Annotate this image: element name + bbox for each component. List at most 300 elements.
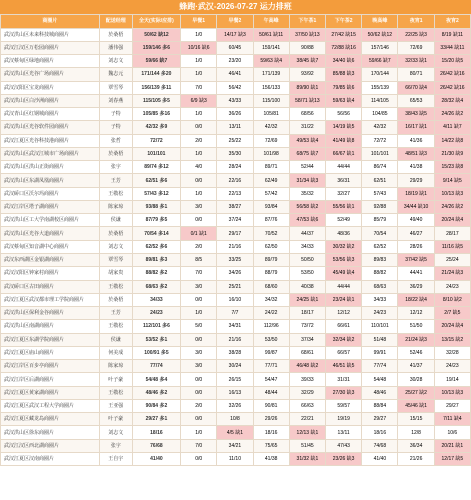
area-name-cell: 武汉蔡甸区知音湖中心商圈片 [1, 240, 100, 253]
table-row[interactable] [1, 187, 471, 200]
shift-cell: 4/11 缺7 [434, 121, 470, 134]
shift-cell: 38/43 缺5 [398, 108, 434, 121]
shift-cell: 33/44 缺11 [434, 41, 470, 54]
shift-cell: 13/15 缺2 [434, 333, 470, 346]
shift-cell: 19/14 [434, 373, 470, 386]
shift-cell: 2/7 缺5 [434, 307, 470, 320]
manager-cell: 王敬松 [99, 386, 132, 399]
shift-cell: 74/68 [362, 439, 398, 452]
table-row[interactable] [1, 134, 471, 147]
table-row[interactable] [1, 254, 471, 267]
area-name-cell: 武汉洪山区洪山正街商圈片 [1, 161, 100, 174]
shift-cell: 46/51 缺5 [326, 360, 362, 373]
shift-cell: 24/22 [253, 307, 289, 320]
total-cell: 93/88 多1 [132, 200, 180, 213]
shift-cell: 57/42 [253, 187, 289, 200]
total-cell: 156/139 多11 [132, 81, 180, 94]
table-row[interactable] [1, 386, 471, 399]
shift-cell: 68/61 [289, 346, 325, 359]
shift-cell: 86/74 [362, 161, 398, 174]
shift-cell: 0/0 [181, 214, 217, 227]
shift-cell: 68/60 [253, 280, 289, 293]
total-cell: 72/72 [132, 134, 180, 147]
shift-cell: 36/34 [398, 439, 434, 452]
table-row[interactable] [1, 214, 471, 227]
shift-cell: 1/0 [181, 426, 217, 439]
table-row[interactable] [1, 280, 471, 293]
shift-cell: 3/0 [181, 200, 217, 213]
shift-cell: 159/141 [253, 41, 289, 54]
shift-cell: 56/56 [326, 108, 362, 121]
area-name-cell: 武汉硚口区沃尔玛商圈片 [1, 187, 100, 200]
shift-cell: 105/81 [253, 108, 289, 121]
shift-cell: 34/44 缺10 [398, 200, 434, 213]
shift-cell: 32/29 [289, 386, 325, 399]
total-cell: 68/63 多2 [132, 280, 180, 293]
shift-cell: 87/76 [253, 214, 289, 227]
manager-cell: 王自宇 [99, 453, 132, 466]
manager-cell: 王敬松 [99, 280, 132, 293]
shift-cell: 89/71 [253, 161, 289, 174]
table-row[interactable] [1, 293, 471, 306]
shift-cell: 16/10 [217, 293, 253, 306]
table-body [1, 28, 471, 466]
table-row[interactable] [1, 307, 471, 320]
area-name-cell: 武汉汉阳区钟家村商圈片 [1, 267, 100, 280]
shift-cell: 21/26 [398, 453, 434, 466]
column-header-manager[interactable]: 配送经理 [99, 15, 132, 29]
shift-cell: 18/16 [362, 426, 398, 439]
area-name-cell: 武汉洪山区武汉江城市广场商圈片 [1, 147, 100, 160]
total-cell: 62/51 多6 [132, 174, 180, 187]
shift-cell: 7/11 缺4 [434, 413, 470, 426]
area-name-cell: 武汉江汉区万松园商圈片 [1, 41, 100, 54]
shift-cell: 19/19 [326, 413, 362, 426]
table-row[interactable] [1, 439, 471, 452]
shift-cell: 29/29 [398, 174, 434, 187]
shift-cell: 18/22 缺4 [398, 293, 434, 306]
table-row[interactable] [1, 174, 471, 187]
table-row[interactable] [1, 360, 471, 373]
shift-cell: 31/22 [289, 121, 325, 134]
shift-cell: 59/63 缺4 [253, 55, 289, 68]
shift-cell: 23/24 缺1 [326, 293, 362, 306]
shift-cell: 37/50 缺13 [289, 28, 325, 41]
total-cell: 48/46 多2 [132, 386, 180, 399]
shift-cell: 7/0 [181, 81, 217, 94]
shift-cell: 12/12 [398, 307, 434, 320]
shift-cell: 1/0 [181, 28, 217, 41]
shift-cell: 12/12 [326, 307, 362, 320]
shift-cell: 21/16 [217, 333, 253, 346]
shift-cell: 101/101 [362, 147, 398, 160]
manager-cell: 张宇 [99, 161, 132, 174]
total-cell: 42/32 多9 [132, 121, 180, 134]
shift-cell: 44/41 [398, 267, 434, 280]
manager-cell: 陈家琼 [99, 200, 132, 213]
table-row[interactable] [1, 426, 471, 439]
shift-cell: 46/48 缺2 [289, 360, 325, 373]
total-cell: 41/40 [132, 453, 180, 466]
shift-cell: 68/75 缺7 [289, 147, 325, 160]
shift-cell: 92/88 [362, 200, 398, 213]
shift-cell: 41/49 缺8 [326, 134, 362, 147]
table-row[interactable] [1, 147, 471, 160]
area-name-cell: 武汉洪山区徐东商圈片 [1, 426, 100, 439]
area-name-cell: 武汉江夏区黄家湖商圈片 [1, 386, 100, 399]
manager-cell: 子特 [99, 108, 132, 121]
shift-cell: 44/44 [326, 280, 362, 293]
manager-cell: 刘志文 [99, 426, 132, 439]
shift-cell: 30/28 [398, 373, 434, 386]
shift-cell: 21/16 [217, 240, 253, 253]
column-header-area[interactable]: 商圈片 [1, 15, 100, 29]
manager-cell: 於桑梧 [99, 293, 132, 306]
shift-cell: 7/0 [181, 439, 217, 452]
area-name-cell: 武汉洪山区工大学南湖校区商圈片 [1, 214, 100, 227]
total-cell: 171/144 多20 [132, 68, 180, 81]
shift-cell: 54/47 [253, 373, 289, 386]
shift-cell: 22/25 缺3 [398, 28, 434, 41]
area-name-cell: 武汉江夏区武汉都市理工学院商圈片 [1, 293, 100, 306]
shift-cell: 6/9 缺3 [181, 94, 217, 107]
shift-cell: 93/84 [253, 200, 289, 213]
shift-cell: 79/85 缺6 [326, 81, 362, 94]
total-cell: 87/79 多5 [132, 214, 180, 227]
shift-cell: 51/50 [398, 320, 434, 333]
shift-cell: 89/90 缺1 [289, 81, 325, 94]
shift-cell: 90/81 [253, 399, 289, 412]
column-header-total[interactable]: 全天(实际/应排) [132, 15, 180, 29]
shift-cell: 33/25 [217, 254, 253, 267]
shift-cell: 156/133 [253, 81, 289, 94]
shift-cell: 104/85 [362, 108, 398, 121]
shift-cell: 66/70 缺4 [398, 81, 434, 94]
total-cell: 24/23 [132, 307, 180, 320]
total-cell: 62/52 多6 [132, 240, 180, 253]
table-row[interactable] [1, 94, 471, 107]
shift-cell: 1/0 [181, 147, 217, 160]
shift-cell: 42/32 [253, 121, 289, 134]
manager-cell: 侯谦 [99, 214, 132, 227]
shift-cell: 4/5 缺1 [217, 426, 253, 439]
table-row[interactable] [1, 346, 471, 359]
shift-cell: 0/0 [181, 333, 217, 346]
shift-cell: 29/27 [362, 413, 398, 426]
area-name-cell: 武汉江夏区东湖学院商圈片 [1, 333, 100, 346]
shift-cell: 77/74 [362, 360, 398, 373]
table-row[interactable] [1, 68, 471, 81]
shift-cell: 25/22 [217, 134, 253, 147]
shift-cell: 0/0 [181, 386, 217, 399]
total-cell: 89/74 多12 [132, 161, 180, 174]
shift-cell: 48/46 [362, 386, 398, 399]
table-row[interactable] [1, 399, 471, 412]
shift-cell: 93/92 [289, 68, 325, 81]
shift-cell: 170/144 [362, 68, 398, 81]
shift-cell: 41/40 [362, 453, 398, 466]
shift-cell: 32/26 [217, 399, 253, 412]
shift-cell: 48/51 缺3 [398, 147, 434, 160]
shift-cell: 37/42 缺5 [398, 254, 434, 267]
total-cell: 53/52 多1 [132, 333, 180, 346]
shift-cell: 44/37 [289, 227, 325, 240]
shift-cell: 35/30 [217, 147, 253, 160]
manager-cell: 何美成 [99, 346, 132, 359]
shift-cell: 1/0 [181, 187, 217, 200]
shift-cell: 29/27 [434, 399, 470, 412]
shift-cell: 28/24 [217, 161, 253, 174]
shift-cell: 72/69 [253, 134, 289, 147]
manager-cell: 於桑梧 [99, 227, 132, 240]
shift-cell: 20/24 缺4 [434, 320, 470, 333]
shift-cell: 10/8 [217, 413, 253, 426]
shift-cell: 1/0 [181, 108, 217, 121]
shift-cell: 7/7 [217, 307, 253, 320]
column-header-afternoon-tea-1[interactable]: 下午茶1 [289, 15, 325, 29]
shift-cell: 27/42 缺15 [326, 28, 362, 41]
shift-cell: 31/31 [326, 373, 362, 386]
shift-cell: 49/40 [398, 214, 434, 227]
shift-cell: 14/19 缺5 [326, 121, 362, 134]
shift-cell: 80/71 [398, 68, 434, 81]
table-row[interactable] [1, 41, 471, 54]
shift-cell: 28/17 [434, 227, 470, 240]
shift-cell: 115/100 [253, 94, 289, 107]
table-row[interactable] [1, 320, 471, 333]
shift-cell: 16/13 [217, 386, 253, 399]
shift-cell: 0/0 [181, 121, 217, 134]
shift-cell: 65/53 [398, 94, 434, 107]
table-row[interactable] [1, 453, 471, 466]
shift-cell: 25/27 缺2 [398, 386, 434, 399]
column-header-night-snack-1[interactable]: 夜宵1 [398, 15, 434, 29]
shift-cell: 75/65 [253, 439, 289, 452]
column-header-afternoon-tea-2[interactable]: 下午茶2 [326, 15, 362, 29]
column-header-breakfast-2[interactable]: 早餐2 [217, 15, 253, 29]
shift-cell: 72/69 [398, 41, 434, 54]
total-cell: 100/91 多5 [132, 346, 180, 359]
shift-cell: 34/33 [289, 240, 325, 253]
total-cell: 70/54 多14 [132, 227, 180, 240]
manager-cell: 陈家琼 [99, 360, 132, 373]
total-cell: 76/68 [132, 439, 180, 452]
shift-cell: 11/10 [217, 453, 253, 466]
shift-cell: 59/63 缺4 [326, 94, 362, 107]
column-header-lunch-peak[interactable]: 午高峰 [253, 15, 289, 29]
shift-cell: 23/20 [217, 55, 253, 68]
shift-cell: 10/16 缺6 [181, 41, 217, 54]
shift-cell: 49/53 缺4 [289, 134, 325, 147]
shift-cell: 54/48 [362, 373, 398, 386]
shift-cell: 15/15 [398, 413, 434, 426]
shift-cell: 32/33 缺1 [398, 55, 434, 68]
shift-cell: 30/32 缺2 [326, 240, 362, 253]
shift-cell: 24/26 缺2 [434, 108, 470, 121]
shift-cell: 56/42 [217, 81, 253, 94]
manager-cell: 王亚强 [99, 399, 132, 412]
manager-cell: 刘志文 [99, 55, 132, 68]
manager-cell: 魏志元 [99, 68, 132, 81]
shift-cell: 31/32 缺1 [289, 453, 325, 466]
shift-cell: 155/139 [362, 81, 398, 94]
shift-cell: 32/27 [326, 187, 362, 200]
table-row[interactable] [1, 267, 471, 280]
shift-cell: 36/31 [326, 174, 362, 187]
manager-cell: 王芳 [99, 174, 132, 187]
shift-cell: 46/27 [398, 227, 434, 240]
manager-cell: 潘伟强 [99, 41, 132, 54]
table-row[interactable] [1, 333, 471, 346]
area-name-cell: 武汉汉阳区宝龙商圈片 [1, 81, 100, 94]
shift-cell: 52/49 [326, 214, 362, 227]
table-row[interactable] [1, 108, 471, 121]
shift-cell: 11/16 缺5 [434, 240, 470, 253]
total-cell: 115/105 多5 [132, 94, 180, 107]
table-row[interactable] [1, 200, 471, 213]
shift-cell: 16/17 缺1 [398, 121, 434, 134]
shift-cell: 99/87 [253, 346, 289, 359]
shift-cell: 112/96 [253, 320, 289, 333]
shift-cell: 68/56 [289, 108, 325, 121]
area-name-cell: 武汉江夏区汉南商圈片 [1, 453, 100, 466]
shift-cell: 77/71 [253, 360, 289, 373]
total-cell: 90/84 多2 [132, 399, 180, 412]
shift-cell: 25/21 [217, 280, 253, 293]
shift-cell: 53/50 [289, 267, 325, 280]
shift-cell: 3/0 [181, 280, 217, 293]
shift-cell: 48/44 [253, 386, 289, 399]
manager-cell: 侯谦 [99, 333, 132, 346]
shift-cell: 50/50 [289, 254, 325, 267]
shift-cell: 9/14 缺5 [434, 174, 470, 187]
shift-cell: 2/0 [181, 134, 217, 147]
shift-cell: 60/45 [217, 41, 253, 54]
shift-cell: 46/41 [217, 68, 253, 81]
shift-cell: 22/13 [217, 187, 253, 200]
shift-cell: 73/72 [289, 320, 325, 333]
area-name-cell: 武汉江夏区庙山商圈片 [1, 346, 100, 359]
shift-cell: 30/24 [217, 360, 253, 373]
shift-cell: 15/20 缺5 [434, 55, 470, 68]
shift-cell: 38/28 [217, 346, 253, 359]
table-row[interactable] [1, 55, 471, 68]
shift-cell: 72/72 [362, 134, 398, 147]
shift-cell: 10/6 [434, 426, 470, 439]
shift-cell: 34/21 [217, 439, 253, 452]
shift-cell: 41/37 [398, 360, 434, 373]
shift-cell: 52/46 [398, 346, 434, 359]
area-name-cell: 武汉洪山区光谷软件园商圈片 [1, 121, 100, 134]
table-row[interactable] [1, 121, 471, 134]
shift-cell: 68/63 [362, 280, 398, 293]
table-row[interactable] [1, 373, 471, 386]
total-cell: 89/81 多3 [132, 254, 180, 267]
area-name-cell: 武汉江汉区西北湖商圈片 [1, 439, 100, 452]
shift-cell: 88/82 [362, 267, 398, 280]
table-row[interactable] [1, 161, 471, 174]
column-header-dinner-peak[interactable]: 晚高峰 [362, 15, 398, 29]
manager-cell: 叶子豪 [99, 413, 132, 426]
shift-cell: 8/19 缺11 [434, 28, 470, 41]
table-row[interactable] [1, 240, 471, 253]
manager-cell: 张哲 [99, 134, 132, 147]
shift-cell: 12/8 [398, 426, 434, 439]
shift-cell: 3/0 [181, 346, 217, 359]
table-row[interactable] [1, 28, 471, 41]
shift-cell: 56/58 缺2 [289, 200, 325, 213]
shift-cell: 35/32 [289, 187, 325, 200]
shift-cell: 37/24 [217, 214, 253, 227]
manager-cell: 刘春燕 [99, 94, 132, 107]
shift-cell: 62/50 [253, 240, 289, 253]
shift-cell: 34/31 [217, 320, 253, 333]
shift-cell: 14/17 缺3 [217, 28, 253, 41]
shift-cell: 7/0 [181, 267, 217, 280]
shift-cell: 3/0 [181, 360, 217, 373]
total-cell: 54/48 多4 [132, 373, 180, 386]
shift-cell: 34/32 [253, 293, 289, 306]
shift-cell: 50/62 缺12 [362, 28, 398, 41]
shift-cell: 157/146 [362, 41, 398, 54]
shift-cell: 88/84 [362, 399, 398, 412]
shift-cell: 18/19 缺1 [398, 187, 434, 200]
shift-cell: 45/49 缺4 [326, 267, 362, 280]
shift-cell: 53/56 缺3 [326, 254, 362, 267]
shift-cell: 1/0 [181, 68, 217, 81]
shift-cell: 29/26 [253, 413, 289, 426]
shift-cell: 24/23 [362, 307, 398, 320]
column-header-night-snack-2[interactable]: 夜宵2 [434, 15, 470, 29]
shift-cell: 52/44 [289, 161, 325, 174]
shift-cell: 0/1 缺1 [181, 227, 217, 240]
total-cell: 50/62 缺12 [132, 28, 180, 41]
shift-cell: 0/0 [181, 373, 217, 386]
total-cell: 101/101 [132, 147, 180, 160]
shift-cell: 24/25 缺1 [289, 293, 325, 306]
total-cell: 57/43 多12 [132, 187, 180, 200]
area-name-cell: 武汉洪山区保利金谷商圈片 [1, 307, 100, 320]
shift-cell: 28/32 缺4 [434, 94, 470, 107]
table-row[interactable] [1, 413, 471, 426]
shift-cell: 51/48 [362, 333, 398, 346]
column-header-breakfast-1[interactable]: 早餐1 [181, 15, 217, 29]
shift-cell: 47/43 [326, 439, 362, 452]
manager-cell: 王敬松 [99, 187, 132, 200]
shift-cell: 47/53 缺6 [289, 214, 325, 227]
manager-cell: 王敬松 [99, 320, 132, 333]
shift-cell: 21/24 缺3 [398, 333, 434, 346]
shift-cell: 66/61 [326, 320, 362, 333]
header-row [1, 15, 471, 29]
shift-cell: 25/24 [434, 254, 470, 267]
manager-cell: 覃雪琴 [99, 254, 132, 267]
shift-cell: 13/11 [217, 121, 253, 134]
shift-cell: 12/13 缺1 [289, 426, 325, 439]
table-row[interactable] [1, 81, 471, 94]
table-row[interactable] [1, 227, 471, 240]
manager-cell: 子特 [99, 121, 132, 134]
shift-cell: 70/54 [362, 227, 398, 240]
shift-cell: 20/21 缺1 [434, 439, 470, 452]
shift-cell: 38/27 [217, 200, 253, 213]
area-name-cell: 武汉东西湖区金银湖商圈片 [1, 254, 100, 267]
shift-cell: 36/26 [217, 108, 253, 121]
shift-cell: 34/40 缺6 [326, 55, 362, 68]
area-name-cell: 武汉蔡甸区绿地商圈片 [1, 55, 100, 68]
shift-cell: 99/91 [362, 346, 398, 359]
shift-cell: 48/36 [326, 227, 362, 240]
